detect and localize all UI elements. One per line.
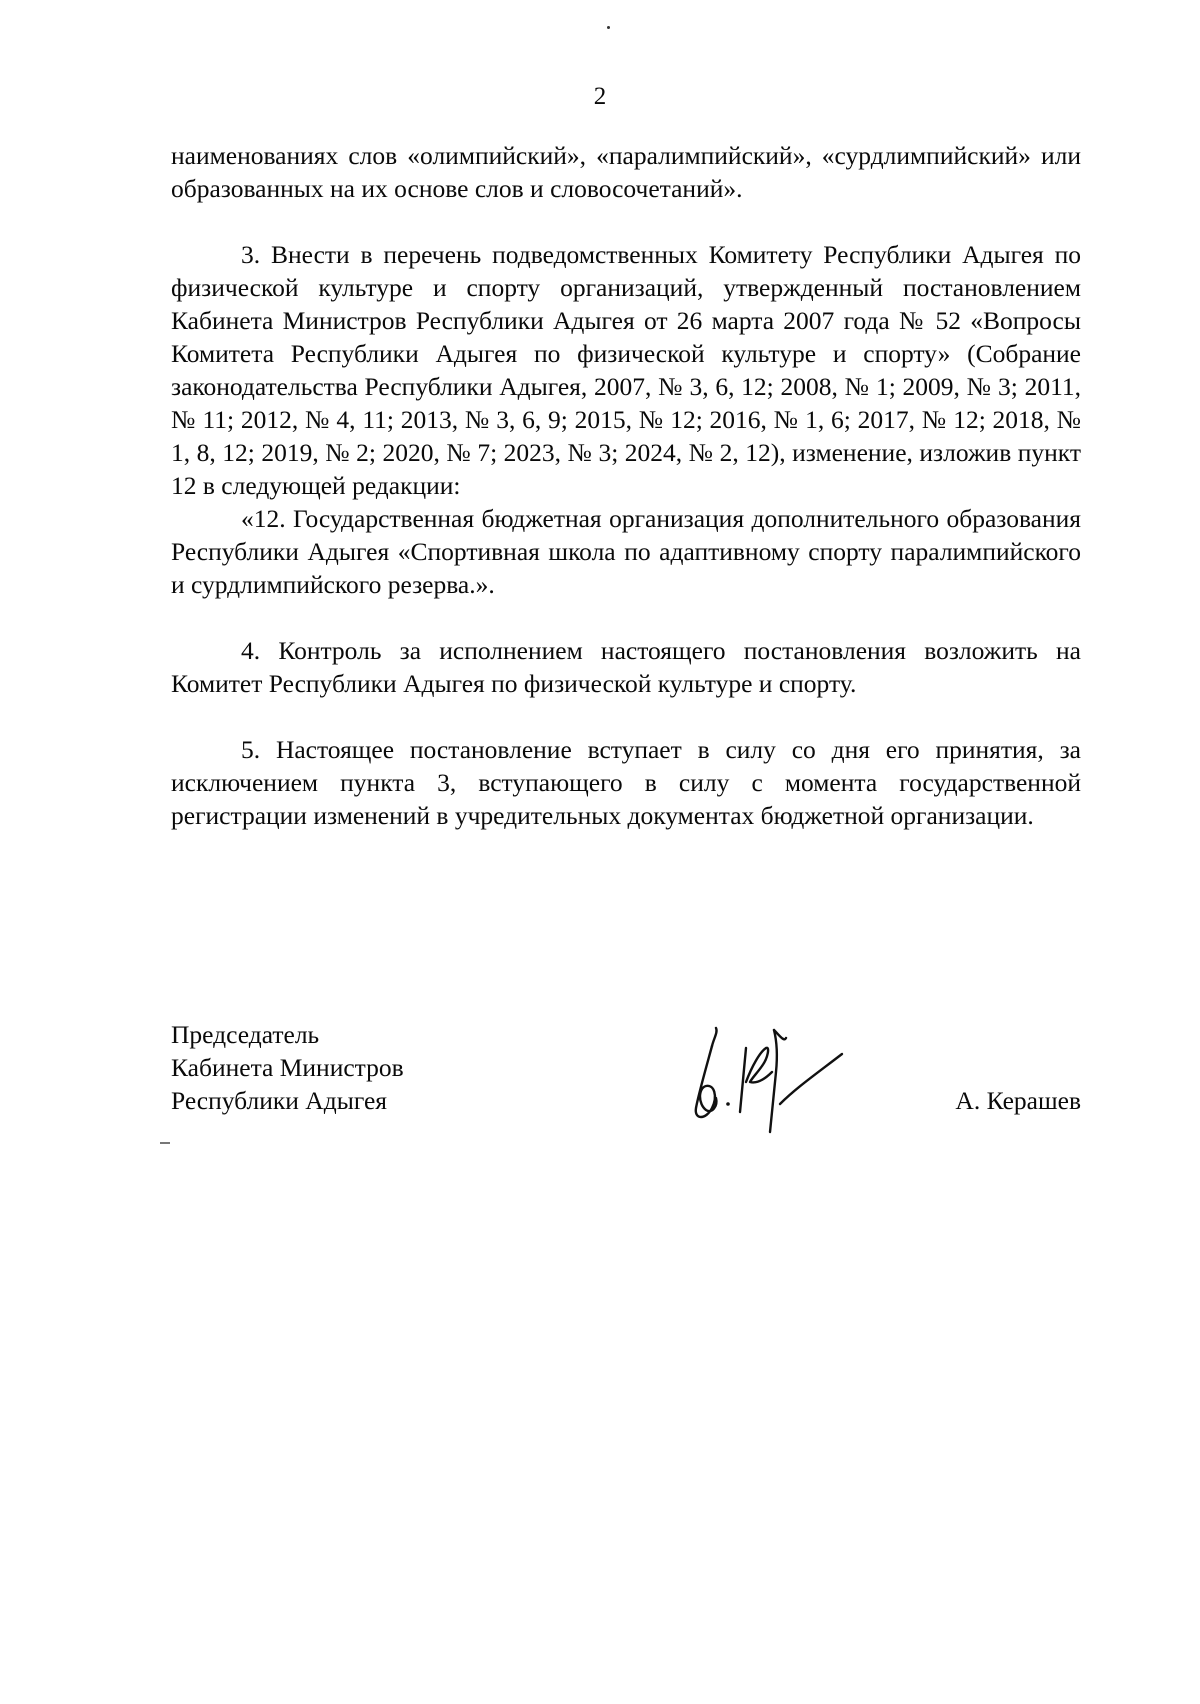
document-body [171,139,1081,832]
handwritten-signature [676,1008,856,1138]
signer-name: А. Керашев [955,1086,1081,1115]
paragraph-item-4: 4. Контроль за исполнением настоящего постановления возложить на Комитет Республики Адыгея по физической культуре и спорту. [171,636,1081,698]
paragraph-item-5: 5. Настоящее постановление вступает в силу со дня его принятия, за исключением пункта 3, вступающего в силу с момента государственной регистрации изменений в учредительных документах бюджетной организации. [171,735,1081,830]
signer-title-line: Председатель [171,1020,320,1049]
paragraph-continuation: наименованиях слов «олимпийский», «паралимпийский», «сурдлимпийский» или образованных на их основе слов и словосочетаний». [171,141,1081,203]
signer-title [171,1018,404,1117]
page-number: 2 [593,83,607,110]
signer-title-line: Республики Адыгея [171,1086,387,1115]
paragraph-item-3: 3. Внести в перечень подведомственных Комитету Республики Адыгея по физической культуре и спорту организаций, утвержденный постановлением Кабинета Министров Республики Адыгея от 26 марта 2007 года № 52 «Вопросы Комитета Республики Адыгея по физической культуре и спорту» (Собрание законодательства Республики Адыгея, 2007, № 3, 6, 12; 2008, № 1; 2009, № 3; 2011, № 11; 2012, № 4, 11; 2013, № 3, 6, 9; 2015, № 12; 2016, № 1, 6; 2017, № 12; 2018, № 1, 8, 12; 2019, № 2; 2020, № 7; 2023, № 3; 2024, № 2, 12), изменение, изложив пункт 12 в следующей редакции: [171,240,1081,500]
signer-title-line: Кабинета Министров [171,1053,404,1082]
signature-block [171,1018,1081,1138]
scan-dot [607,26,610,29]
paragraph-item-3-quote: «12. Государственная бюджетная организация дополнительного образования Республики Адыгея «Спортивная школа по адаптивному спорту паралимпийского и сурдлимпийского резерва.». [171,504,1081,599]
scan-mark [160,1142,170,1144]
